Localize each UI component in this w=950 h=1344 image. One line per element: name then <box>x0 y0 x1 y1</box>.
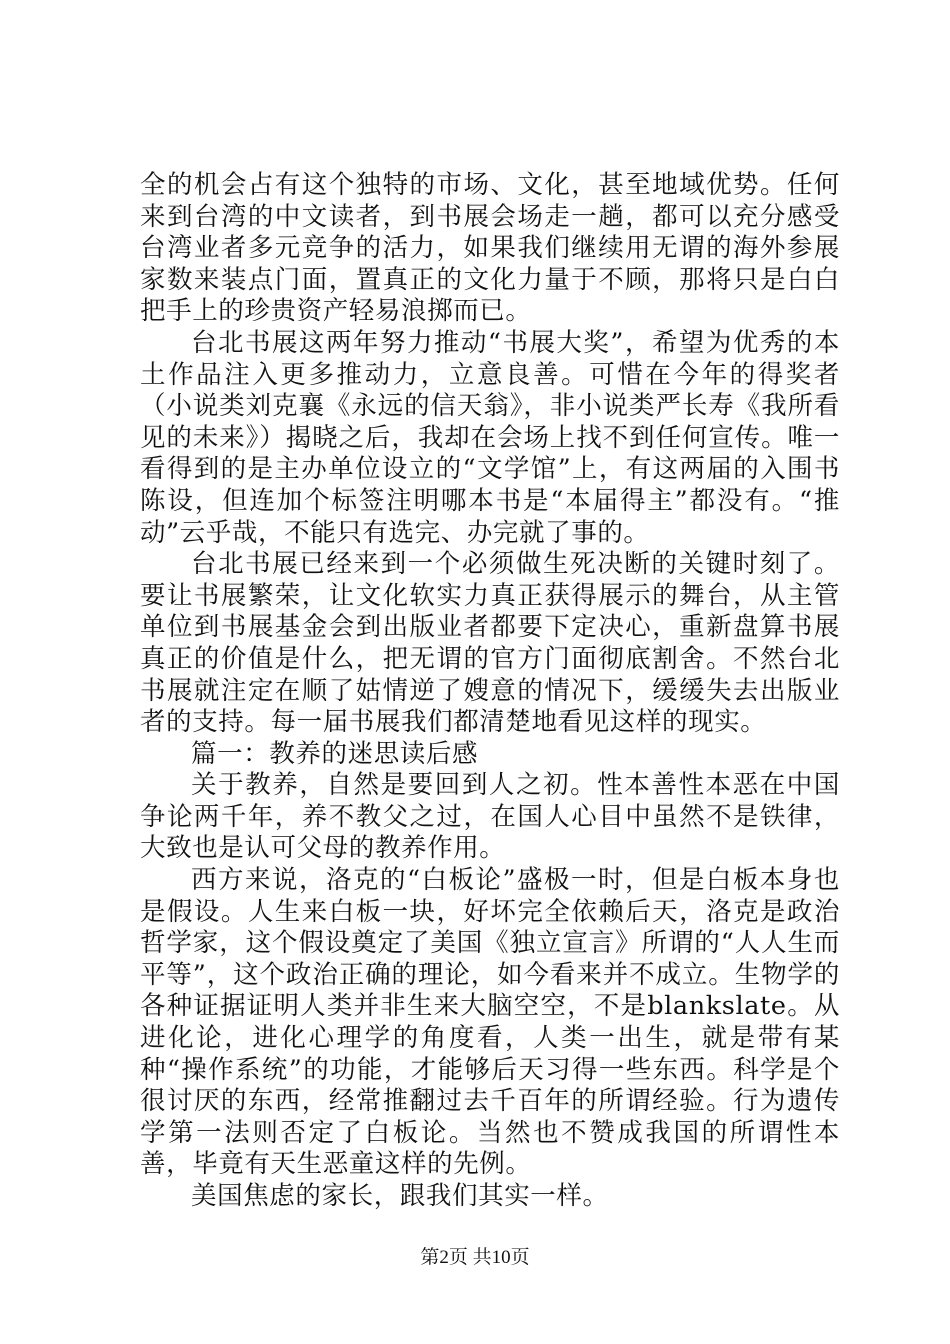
paragraph-anxious-parents: 美国焦虑的家长，跟我们其实一样。 <box>191 1181 609 1211</box>
document-body <box>140 170 840 1213</box>
paragraph-continuation: 全的机会占有这个独特的市场、文化，甚至地域优势。任何来到台湾的中文读者，到书展会场走一趟，都可以充分感受台湾业者多元竞争的活力，如果我们继续用无谓的海外参展家数来装点门面，置真正的文化力量于不顾，那将只是白白把手上的珍贵资产轻易浪掷而已。 <box>140 170 840 327</box>
page-number-label: 第2页 共10页 <box>420 1247 530 1268</box>
paragraph-book-award: 台北书展这两年努力推动“书展大奖”，希望为优秀的本土作品注入更多推动力，立意良善。可惜在今年的得奖者（小说类刘克襄《永远的信天翁》，非小说类严长寿《我所看见的未来》）揭晓之后，我却在会场上找不到任何宣传。唯一看得到的是主办单位设立的“文学馆”上，有这两届的入围书陈设，但连加个标签注明哪本书是“本届得主”都没有。“推动”云乎哉，不能只有选完、办完就了事的。 <box>140 327 840 548</box>
page-footer <box>0 1246 950 1270</box>
paragraph-critical-moment: 台北书展已经来到一个必须做生死决断的关键时刻了。要让书展繁荣，让文化软实力真正获得展示的舞台，从主管单位到书展基金会到出版业者都要下定决心，重新盘算书展真正的价值是什么，把无谓的官方门面彻底割舍。不然台北书展就注定在顺了姑情逆了嫂意的情况下，缓缓失去出版业者的支持。每一届书展我们都清楚地看见这样的现实。 <box>140 549 840 738</box>
section-heading: 篇一：教养的迷思读后感 <box>191 738 479 769</box>
paragraph-about-upbringing: 关于教养，自然是要回到人之初。性本善性本恶在中国争论两千年，养不教父之过，在国人心目中虽然不是铁律，大致也是认可父母的教养作用。 <box>140 770 840 864</box>
paragraph-blank-slate: 西方来说，洛克的“白板论”盛极一时，但是白板本身也是假设。人生来白板一块，好坏完全依赖后天，洛克是政治哲学家，这个假设奠定了美国《独立宣言》所谓的“人人生而平等”，这个政治正确的理论，如今看来并不成立。生物学的各种证据证明人类并非生来大脑空空，不是blankslate。从进化论，进化心理学的角度看，人类一出生，就是带有某种“操作系统”的功能，才能够后天习得一些东西。科学是个很讨厌的东西，经常推翻过去千百年的所谓经验。行为遗传学第一法则否定了白板论。当然也不赞成我国的所谓性本善，毕竟有天生恶童这样的先例。 <box>140 865 840 1180</box>
